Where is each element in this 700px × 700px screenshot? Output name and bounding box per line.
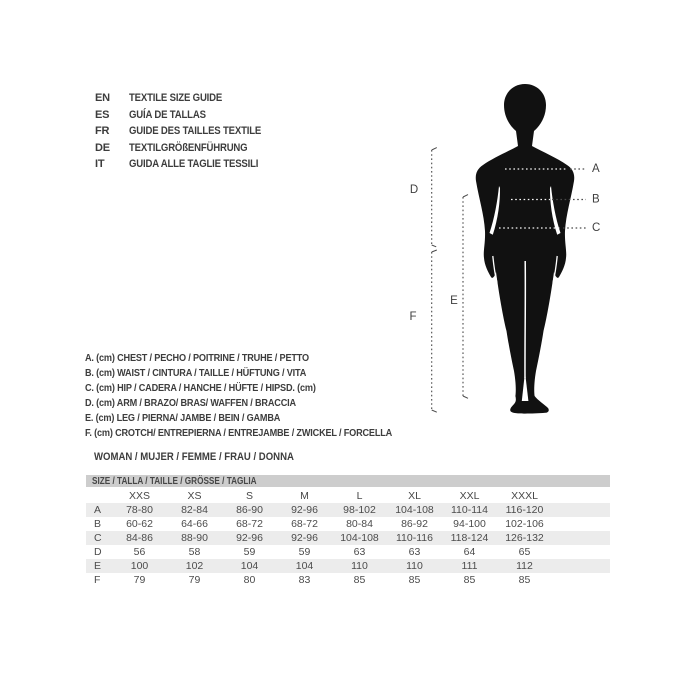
language-code: DE [95, 141, 110, 154]
legend-row [85, 380, 438, 395]
table-cell: 102 [185, 560, 204, 572]
column-header: XXXL [511, 490, 538, 502]
row-label: E [94, 560, 102, 572]
crotch-label: F [409, 311, 417, 324]
table-cell: 85 [518, 574, 531, 586]
table-row [86, 517, 610, 531]
table-cell: 64 [463, 546, 476, 558]
row-label: C [94, 532, 102, 544]
legend-text: D. (cm) ARM / BRAZO/ BRAS/ WAFFEN / BRACCIA [85, 396, 296, 409]
table-cell: 80 [243, 574, 256, 586]
table-cell: 83 [298, 574, 311, 586]
table-cell: 78-80 [126, 504, 153, 516]
table-cell: 68-72 [236, 518, 263, 530]
table-cell: 56 [133, 546, 146, 558]
table-cell: 85 [408, 574, 421, 586]
legend-row [85, 350, 438, 365]
table-cell: 118-124 [450, 532, 489, 544]
table-cell: 104-108 [395, 504, 434, 516]
table-cell: 59 [298, 546, 311, 558]
table-cell: 86-90 [236, 504, 263, 516]
legend-text: B. (cm) WAIST / CINTURA / TAILLE / HÜFTUNG / VITA [85, 366, 307, 379]
table-row [86, 545, 610, 559]
table-cell: 63 [353, 546, 366, 558]
language-code: IT [95, 158, 105, 171]
legend-row [85, 395, 438, 410]
hip-label: C [592, 222, 601, 235]
waist-label: B [592, 193, 600, 206]
leg-label: E [450, 295, 458, 308]
table-cell: 88-90 [181, 532, 208, 544]
table-cell: 79 [133, 574, 146, 586]
column-header: L [356, 490, 363, 502]
table-row [86, 573, 610, 587]
table-cell: 98-102 [343, 504, 376, 516]
language-row [95, 156, 281, 173]
language-row [95, 140, 281, 157]
row-label: B [94, 518, 102, 530]
column-header: XS [187, 490, 202, 502]
table-cell: 102-106 [505, 518, 544, 530]
tick-mark [432, 245, 437, 247]
table-cell: 63 [408, 546, 421, 558]
table-cell: 92-96 [236, 532, 263, 544]
table-cell: 86-92 [401, 518, 428, 530]
table-cell: 92-96 [291, 504, 318, 516]
tick-mark [463, 396, 468, 398]
language-row [95, 123, 281, 140]
table-row [86, 503, 610, 517]
guide-title: TEXTILE SIZE GUIDE [129, 92, 223, 105]
table-cell: 68-72 [291, 518, 318, 530]
table-cell: 64-66 [181, 518, 208, 530]
arm-label: D [409, 184, 419, 197]
legend-text: A. (cm) CHEST / PECHO / POITRINE / TRUHE / PETTO [85, 351, 309, 364]
guide-title: TEXTILGRÖßENFÜHRUNG [129, 141, 248, 154]
table-cell: 126-132 [505, 532, 544, 544]
size-table [86, 475, 610, 587]
table-cell: 111 [461, 560, 478, 572]
table-row [86, 531, 610, 545]
legend-text: C. (cm) HIP / CADERA / HANCHE / HÜFTE / HIPSD. (cm) [85, 381, 316, 394]
gender-heading-text: WOMAN / MUJER / FEMME / FRAU / DONNA [94, 450, 294, 463]
guide-title: GUÍA DE TALLAS [129, 108, 206, 121]
table-cell: 100 [130, 560, 149, 572]
column-header: XXS [128, 490, 150, 502]
table-row [86, 559, 610, 573]
legend-row [85, 365, 438, 380]
table-cell: 116-120 [505, 504, 544, 516]
column-header: M [300, 490, 309, 502]
legend-text: E. (cm) LEG / PIERNA/ JAMBE / BEIN / GAMBA [85, 411, 281, 424]
table-cell: 84-86 [126, 532, 153, 544]
measurement-legend [85, 350, 438, 440]
language-code: EN [95, 92, 110, 105]
table-cell: 110 [351, 560, 368, 572]
table-cell: 79 [188, 574, 201, 586]
table-cell: 110-116 [396, 532, 433, 544]
language-row [95, 90, 281, 107]
row-label: D [94, 546, 102, 558]
table-cell: 60-62 [126, 518, 153, 530]
column-header: XXL [459, 490, 480, 502]
table-cell: 94-100 [453, 518, 486, 530]
tick-mark [432, 148, 437, 150]
guide-title: GUIDE DES TAILLES TEXTILE [129, 125, 262, 138]
table-cell: 85 [353, 574, 366, 586]
size-table-rows [86, 489, 610, 587]
guide-title: GUIDA ALLE TAGLIE TESSILI [129, 158, 259, 171]
tick-mark [463, 195, 468, 197]
language-code: ES [95, 108, 110, 121]
row-label: A [94, 504, 102, 516]
table-cell: 65 [518, 546, 531, 558]
table-cell: 104-108 [340, 532, 379, 544]
table-cell: 82-84 [181, 504, 208, 516]
column-header: XL [408, 490, 421, 502]
table-cell: 92-96 [291, 532, 318, 544]
legend-row [85, 410, 438, 425]
column-header: S [245, 490, 253, 502]
language-row [95, 107, 281, 124]
size-table-header-text: SIZE / TALLA / TAILLE / GRÖSSE / TAGLIA [92, 475, 257, 487]
table-cell: 85 [463, 574, 476, 586]
size-table-column-headers [86, 489, 610, 503]
tick-mark [432, 250, 437, 252]
legend-row [85, 425, 438, 440]
language-code: FR [95, 125, 110, 138]
table-cell: 58 [188, 546, 201, 558]
table-cell: 110-114 [451, 504, 488, 516]
table-cell: 104 [240, 560, 259, 572]
row-label: F [94, 574, 101, 586]
table-cell: 104 [295, 560, 314, 572]
chest-label: A [592, 163, 600, 176]
table-cell: 110 [406, 560, 423, 572]
table-cell: 112 [516, 560, 533, 572]
gender-heading [94, 450, 324, 463]
language-title-list [95, 90, 281, 173]
size-table-header-bar [86, 475, 610, 487]
table-cell: 59 [243, 546, 256, 558]
table-cell: 80-84 [346, 518, 373, 530]
legend-text: F. (cm) CROTCH/ ENTREPIERNA / ENTREJAMBE / ZWICKEL / FORCELLA [85, 426, 393, 439]
